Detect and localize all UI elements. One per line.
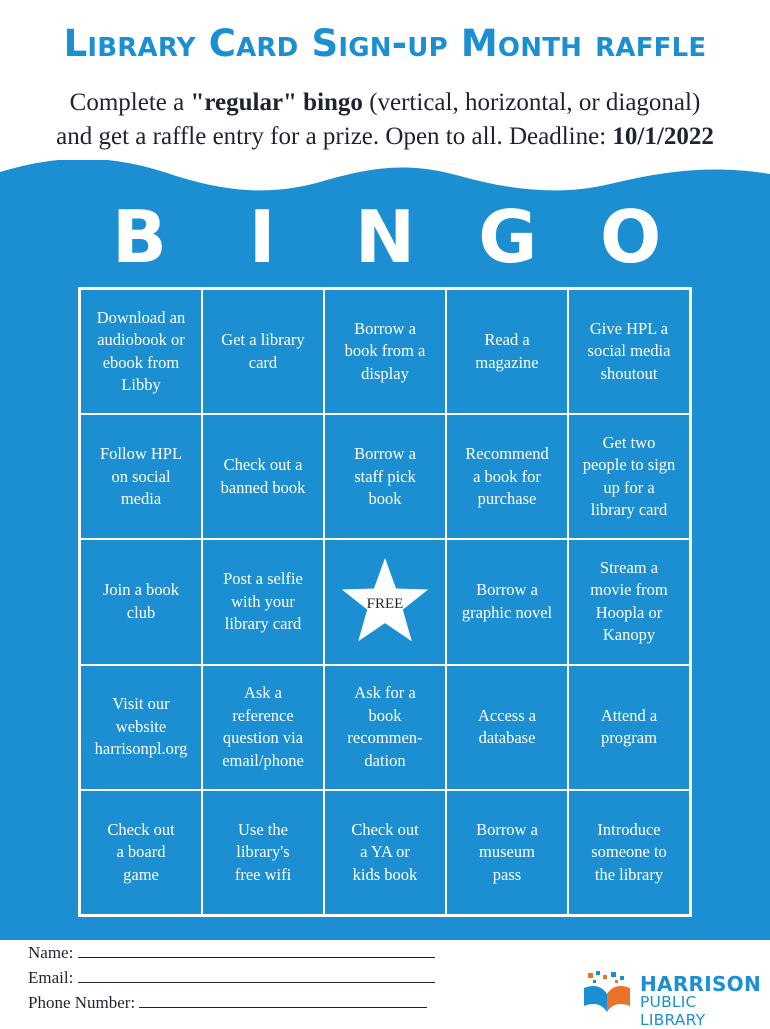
library-logo [580, 970, 762, 1029]
bingo-cell[interactable]: Borrow a museum pass [446, 790, 568, 915]
bingo-letter-o: O [599, 195, 662, 279]
bingo-cell[interactable]: Attend a program [568, 665, 690, 790]
bingo-cell[interactable]: Recommend a book for purchase [446, 414, 568, 539]
bingo-grid [78, 287, 692, 917]
bingo-cell[interactable]: Give HPL a social media shoutout [568, 289, 690, 414]
bingo-cell[interactable]: Use the library's free wifi [202, 790, 324, 915]
deadline-date: 10/1/2022 [612, 123, 714, 150]
bingo-cell[interactable]: Introduce someone to the library [568, 790, 690, 915]
bingo-cell[interactable]: Ask a reference question via email/phone [202, 665, 324, 790]
bingo-cell[interactable]: Read a magazine [446, 289, 568, 414]
bingo-cell[interactable]: Join a book club [80, 539, 202, 664]
bingo-cell[interactable]: Borrow a staff pick book [324, 414, 446, 539]
bingo-cell[interactable]: Follow HPL on social media [80, 414, 202, 539]
bingo-cell[interactable]: Get two people to sign up for a library card [568, 414, 690, 539]
bingo-cell[interactable]: Borrow a book from a display [324, 289, 446, 414]
name-field[interactable] [78, 941, 435, 958]
instructions-line-2 [0, 120, 770, 154]
instructions [0, 86, 770, 154]
instructions-line-1 [0, 86, 770, 120]
email-label: Email: [28, 968, 74, 987]
bingo-letter-i: I [248, 195, 276, 279]
bingo-cell[interactable]: Borrow a graphic novel [446, 539, 568, 664]
instructions-text: Complete a [69, 89, 191, 116]
instructions-text: (vertical, horizontal, or diagonal) [362, 89, 701, 116]
bingo-header [78, 195, 692, 280]
logo-name: HARRISON [640, 972, 762, 996]
bingo-letter-n: N [354, 195, 416, 279]
instructions-text: and get a raffle entry for a prize. Open to all. Deadline: [56, 123, 613, 150]
phone-row [28, 990, 435, 1015]
bingo-cell[interactable]: Stream a movie from Hoopla or Kanopy [568, 539, 690, 664]
bingo-letter-g: G [478, 195, 538, 279]
bingo-cell[interactable]: Ask for a book recommen- dation [324, 665, 446, 790]
name-row [28, 940, 435, 965]
instructions-emphasis: "regular" bingo [190, 89, 363, 116]
bingo-free-cell [324, 539, 446, 664]
bingo-cell[interactable]: Check out a board game [80, 790, 202, 915]
email-field[interactable] [78, 966, 435, 983]
name-label: Name: [28, 943, 74, 962]
bingo-letter-b: B [111, 195, 167, 279]
page-title: Library Card Sign-up Month raffle [63, 22, 707, 65]
bingo-cell[interactable]: Download an audiobook or ebook from Libby [80, 289, 202, 414]
entry-form [28, 940, 435, 1015]
bingo-cell[interactable]: Check out a banned book [202, 414, 324, 539]
bingo-cell[interactable]: Visit our website harrisonpl.org [80, 665, 202, 790]
bingo-cell[interactable]: Check out a YA or kids book [324, 790, 446, 915]
bingo-cell[interactable]: Get a library card [202, 289, 324, 414]
open-book-icon [580, 970, 636, 1014]
logo-subtitle: PUBLIC LIBRARY [640, 993, 706, 1029]
phone-field[interactable] [139, 991, 427, 1008]
free-label: FREE [366, 595, 404, 612]
bingo-cell[interactable]: Access a database [446, 665, 568, 790]
email-row [28, 965, 435, 990]
bingo-cell[interactable]: Post a selfie with your library card [202, 539, 324, 664]
phone-label: Phone Number: [28, 993, 136, 1012]
